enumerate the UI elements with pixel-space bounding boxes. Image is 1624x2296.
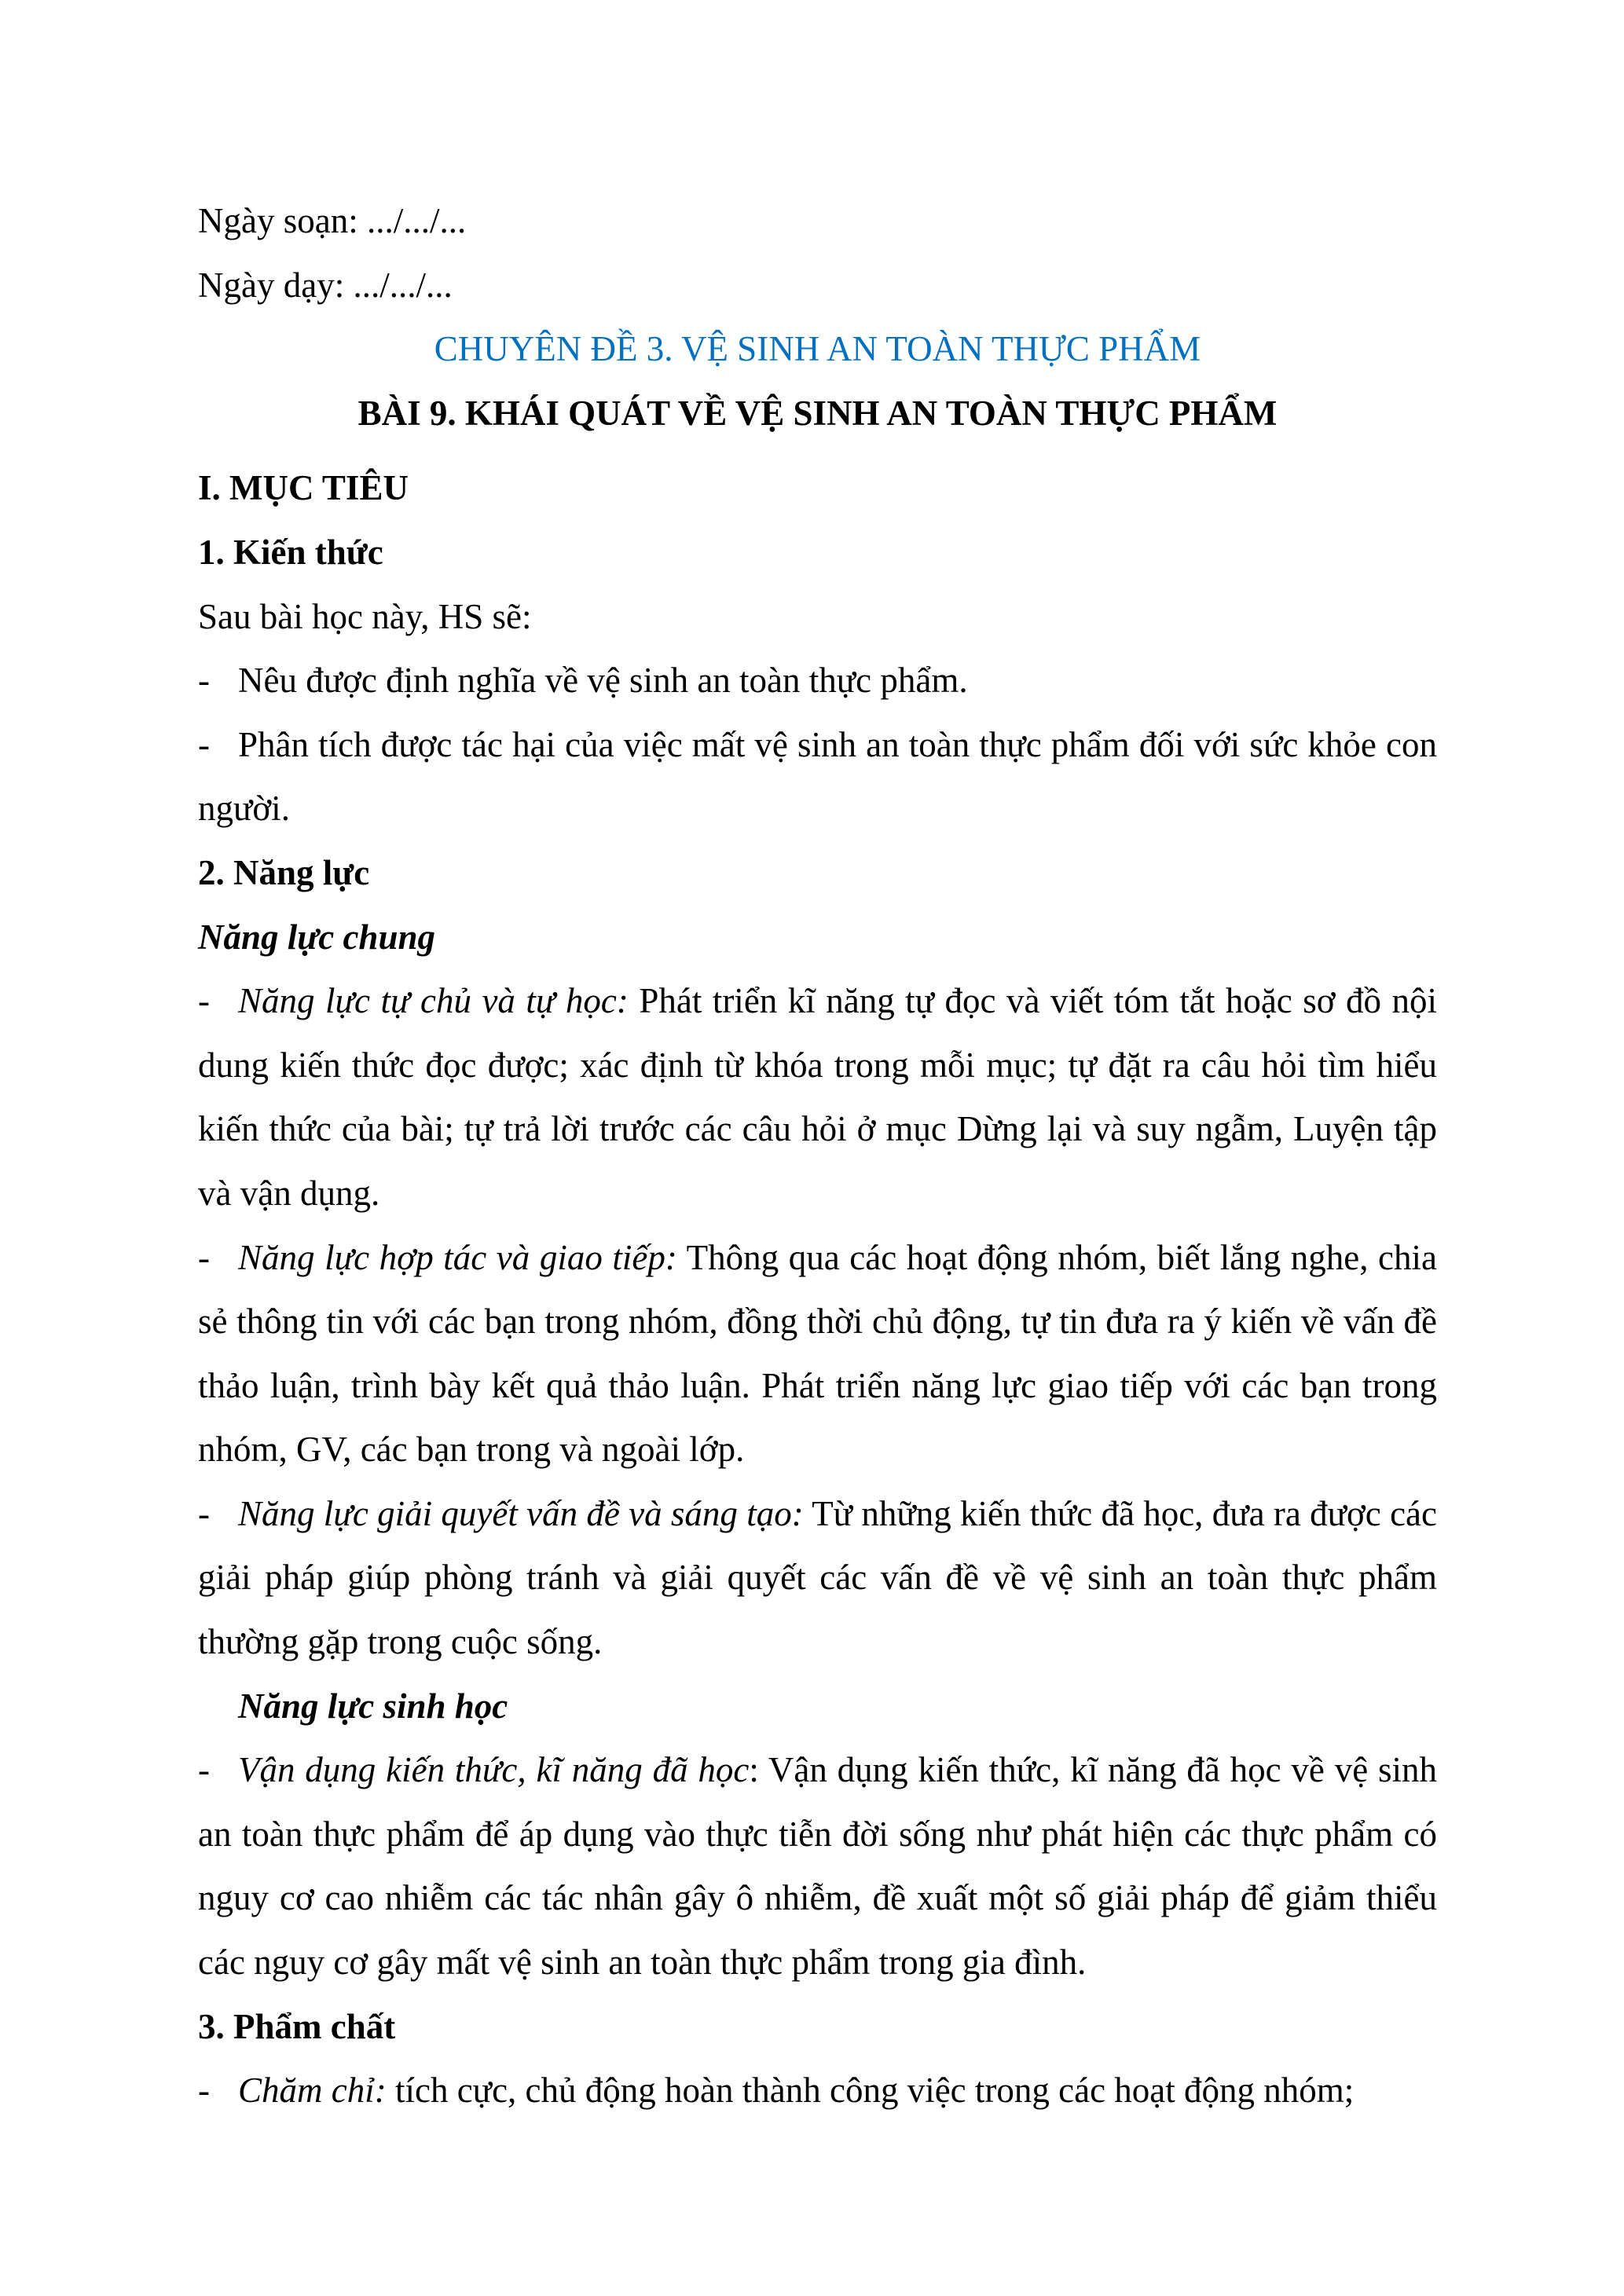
qualities-heading: 3. Phẩm chất [198,2006,396,2046]
general-competence-item: - Năng lực giải quyết vấn đề và sáng tạo: Từ những kiến thức đã học, đưa ra được các giải pháp giúp phòng tránh và giải quyết các vấn đề về vệ sinh an toàn thực phẩm thường gặp trong cuộc sống. [198,1493,1437,1662]
document-page [198,189,1437,2123]
prep-date: Ngày soạn: .../.../... [198,201,467,240]
section-objectives-heading: I. MỤC TIÊU [198,468,409,508]
knowledge-item: - Nêu được định nghĩa về vệ sinh an toàn thực phẩm. [198,661,968,701]
quality-item: - Chăm chỉ: tích cực, chủ động hoàn thành công việc trong các hoạt động nhóm; [198,2071,1355,2111]
knowledge-item: - Phân tích được tác hại của việc mất vệ sinh an toàn thực phẩm đối với sức khỏe con người. [198,724,1437,829]
general-competence-item: - Năng lực hợp tác và giao tiếp: Thông qua các hoạt động nhóm, biết lắng nghe, chia sẻ thông tin với các bạn trong nhóm, đồng thời chủ động, tự tin đưa ra ý kiến về vấn đề thảo luận, trình bày kết quả thảo luận. Phát triển năng lực giao tiếp với các bạn trong nhóm, GV, các bạn trong và ngoài lớp. [198,1237,1438,1470]
general-competence-heading: Năng lực chung [198,917,436,957]
bio-competence-heading: Năng lực sinh học [238,1686,508,1726]
lesson-title: BÀI 9. KHÁI QUÁT VỀ VỆ SINH AN TOÀN THỰC PHẨM [357,393,1278,433]
knowledge-heading: 1. Kiến thức [198,532,383,572]
general-competence-item: - Năng lực tự chủ và tự học: Phát triển kĩ năng tự đọc và viết tóm tắt hoặc sơ đồ nội dung kiến thức đọc được; xác định từ khóa trong mỗi mục; tự đặt ra câu hỏi tìm hiểu kiến thức của bài; tự trả lời trước các câu hỏi ở mục Dừng lại và suy ngẫm, Luyện tập và vận dụng. [198,981,1438,1213]
bio-competence-item: - Vận dụng kiến thức, kĩ năng đã học: Vận dụng kiến thức, kĩ năng đã học về vệ sinh an toàn thực phẩm để áp dụng vào thực tiễn đời sống như phát hiện các thực phẩm có nguy cơ cao nhiễm các tác nhân gây ô nhiễm, đề xuất một số giải pháp để giảm thiểu các nguy cơ gây mất vệ sinh an toàn thực phẩm trong gia đình. [198,1750,1437,1983]
competence-heading: 2. Năng lực [198,852,370,892]
knowledge-intro: Sau bài học này, HS sẽ: [198,596,532,636]
teach-date: Ngày dạy: .../.../... [198,265,453,305]
topic-title: CHUYÊN ĐỀ 3. VỆ SINH AN TOÀN THỰC PHẨM [434,329,1201,369]
